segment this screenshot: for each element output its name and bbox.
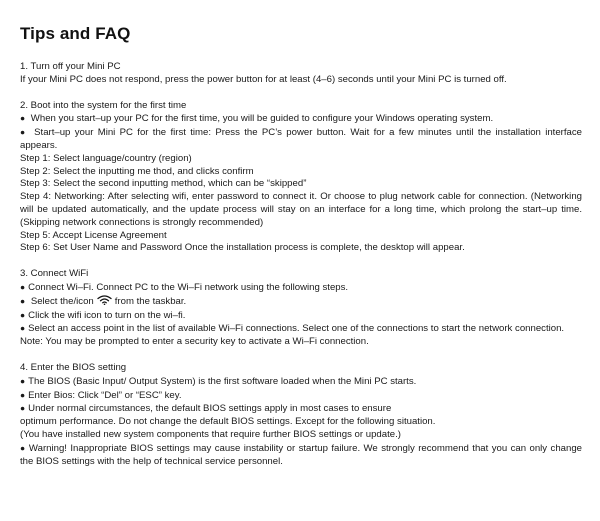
bullet-item: ● Enter Bios: Click “Del” or “ESC” key. (20, 389, 582, 403)
paragraph: If your Mini PC does not respond, press the power button for at least (4–6) seconds until your Mini PC is turned off. (20, 73, 507, 85)
bullet-item: ● Connect Wi–Fi. Connect PC to the Wi–Fi network using the following steps. (20, 281, 582, 295)
section-heading: 2. Boot into the system for the first time (20, 99, 187, 111)
step-item: Step 4: Networking: After selecting wifi, enter password to connect it. Or choose to plug network cable for connection. (Networking will be updated automatically, and the update process will stay on an interface for a long time, which prolong the start–up time. (Skipping network connections is strongly recommended) (20, 191, 582, 228)
bullet-item: ● Under normal circumstances, the default BIOS settings apply in most cases to ensure (20, 402, 582, 416)
section-wifi (20, 268, 582, 349)
step-item: Step 3: Select the second inputting method, which can be “skipped” (20, 178, 307, 190)
section-heading: 4. Enter the BIOS setting (20, 361, 127, 373)
section-bios (20, 362, 582, 468)
section-boot (20, 100, 582, 256)
bullet-item: ● When you start–up your PC for the first time, you will be guided to configure your Windows operating system. (20, 112, 582, 126)
bullet-item: ● Start–up your Mini PC for the first time: Press the PC’s power button. Wait for a few minutes until the installation interface appears. (20, 126, 582, 153)
paragraph-line: (You have installed new system components that require further BIOS settings or update.) (20, 428, 401, 440)
bullet-text: Select the/icon (30, 295, 94, 307)
section-heading: 3. Connect WiFi (20, 268, 89, 280)
bullet-item: ● Warning! Inappropriate BIOS settings may cause instability or startup failure. We strongly recommend that you can only change the BIOS settings with the help of technical service personnel. (20, 442, 582, 469)
step-item: Step 5: Accept License Agreement (20, 229, 167, 241)
page-title: Tips and FAQ (20, 24, 131, 43)
bullet-item: ● The BIOS (Basic Input/ Output System) is the first software loaded when the Mini PC starts. (20, 375, 582, 389)
wifi-icon (97, 295, 112, 305)
step-item: Step 2: Select the inputting me thod, and clicks confirm (20, 165, 254, 177)
step-item: Step 1: Select language/country (region) (20, 152, 192, 164)
bullet-item-wifi (20, 295, 582, 309)
note: Note: You may be prompted to enter a security key to activate a Wi–Fi connection. (20, 336, 369, 348)
section-heading: 1. Turn off your Mini PC (20, 61, 121, 72)
paragraph-line: optimum performance. Do not change the default BIOS settings. Except for the following situation. (20, 416, 436, 428)
section-turn-off (20, 61, 582, 87)
bullet-text: from the taskbar. (114, 295, 187, 307)
step-item: Step 6: Set User Name and Password Once the installation process is complete, the desktop will appear. (20, 242, 465, 254)
bullet-item: ● Select an access point in the list of available Wi–Fi connections. Select one of the connections to start the network connection. (20, 322, 582, 336)
bullet-item: ● Click the wifi icon to turn on the wi–fi. (20, 309, 582, 323)
